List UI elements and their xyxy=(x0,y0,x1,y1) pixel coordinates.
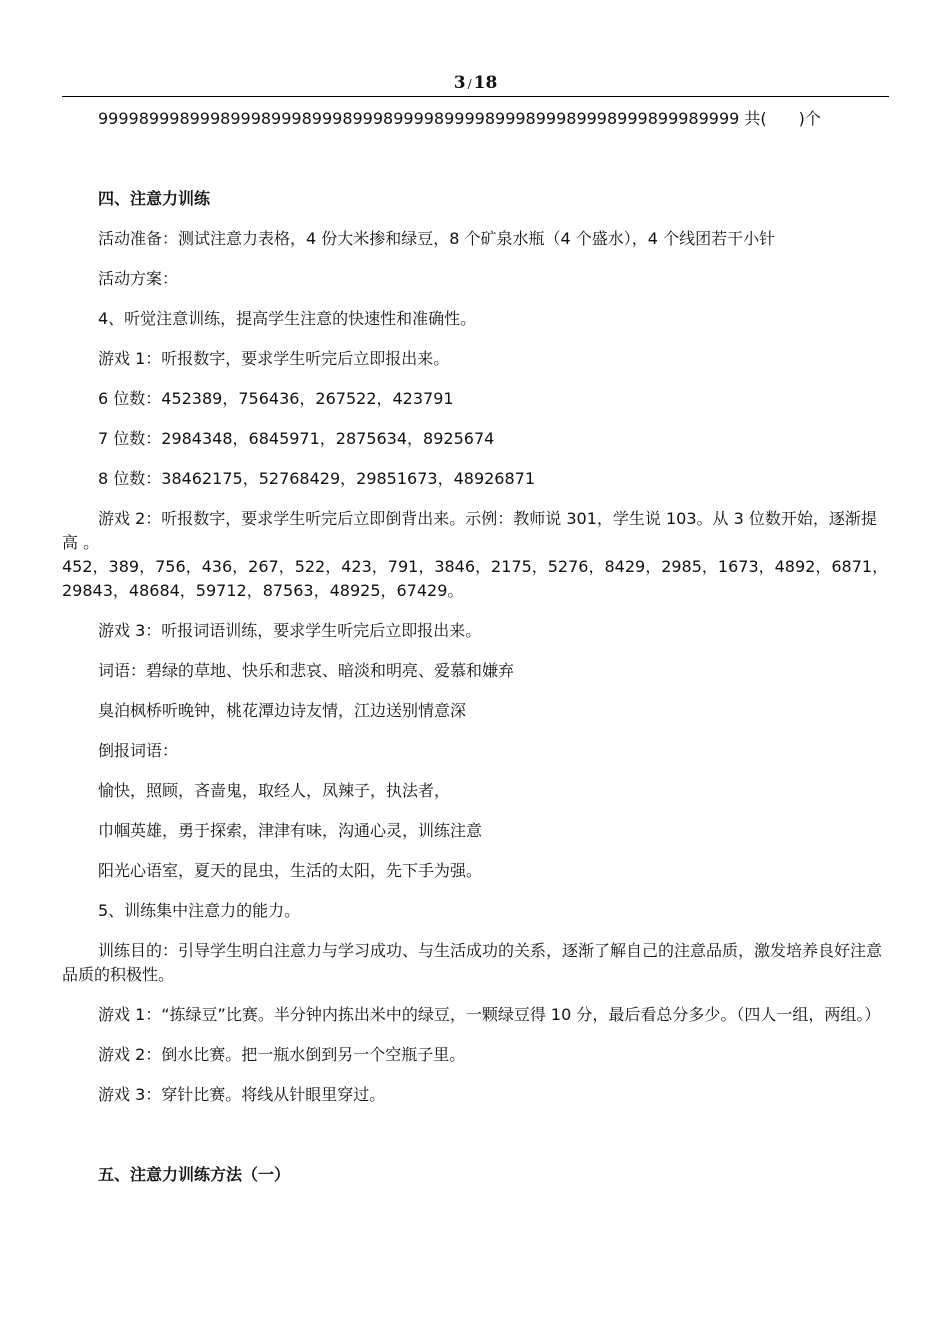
digits-sequence: 999989998999899989998999899989999899998999899989998999899989999 xyxy=(98,109,740,128)
digits-line xyxy=(62,107,889,131)
activity-preparation: 活动准备：测试注意力表格，4 份大米掺和绿豆，8 个矿泉水瓶（4 个盛水），4 个线团若干小针 xyxy=(98,229,776,248)
page-total: 18 xyxy=(473,73,498,93)
reverse-words-2: 巾帼英雄，勇于探索，津津有味，沟通心灵，训练注意 xyxy=(98,821,483,840)
game-2-reverse: 游戏 2：听报数字，要求学生听完后立即倒背出来。示例：教师说 301，学生说 103。从 3 位数开始，逐渐提高 。 xyxy=(62,509,877,552)
reverse-words-title: 倒报词语： xyxy=(98,741,179,760)
digits-count-suffix: )个 xyxy=(798,109,821,128)
six-digit-numbers: 6 位数：452389，756436，267522，423791 xyxy=(98,389,454,408)
game-1-numbers: 游戏 1：听报数字，要求学生听完后立即报出来。 xyxy=(98,349,450,368)
section-4-title: 四、注意力训练 xyxy=(98,189,211,208)
page-header xyxy=(62,72,889,97)
reverse-words-3: 阳光心语室，夏天的昆虫，生活的太阳，先下手为强。 xyxy=(98,861,483,880)
reverse-words-1: 愉快，照顾，吝啬鬼，取经人，凤辣子，执法者， xyxy=(98,781,451,800)
document-body xyxy=(62,107,889,1203)
item-5-focus: 5、训练集中注意力的能力。 xyxy=(98,901,301,920)
section-5-title: 五、注意力训练方法（一） xyxy=(98,1165,291,1184)
poem-line: 臭泊枫桥听晚钟，桃花潭边诗友情，江边送别情意深 xyxy=(98,701,467,720)
game-2-number-list: 452，389，756，436，267，522，423，791，3846，2175，5276，8429，2985，1673，4892，6871，29843，48684，59712，87563，48925，67429。 xyxy=(62,557,889,600)
game-3-words: 游戏 3：听报词语训练，要求学生听完后立即报出来。 xyxy=(98,621,482,640)
game-3-threading: 游戏 3：穿针比赛。将线从针眼里穿过。 xyxy=(98,1085,386,1104)
digits-count-prefix: 共( xyxy=(744,109,767,128)
seven-digit-numbers: 7 位数：2984348，6845971，2875634，8925674 xyxy=(98,429,495,448)
game-1-green-beans: 游戏 1：“拣绿豆”比赛。半分钟内拣出米中的绿豆，一颗绿豆得 10 分，最后看总分多少。（四人一组，两组。） xyxy=(98,1005,881,1024)
page-separator: / xyxy=(467,77,472,91)
item-4-auditory: 4、听觉注意训练，提高学生注意的快速性和准确性。 xyxy=(98,309,477,328)
page-number: 3 xyxy=(453,73,466,93)
game-2-pour-water: 游戏 2：倒水比赛。把一瓶水倒到另一个空瓶子里。 xyxy=(98,1045,466,1064)
eight-digit-numbers: 8 位数：38462175，52768429，29851673，48926871 xyxy=(98,469,536,488)
training-purpose: 训练目的：引导学生明白注意力与学习成功、与生活成功的关系，逐渐了解自己的注意品质，激发培养良好注意品质的积极性。 xyxy=(62,941,883,984)
word-list: 词语：碧绿的草地、快乐和悲哀、暗淡和明亮、爱慕和嫌弃 xyxy=(98,661,515,680)
activity-plan: 活动方案： xyxy=(98,269,179,288)
